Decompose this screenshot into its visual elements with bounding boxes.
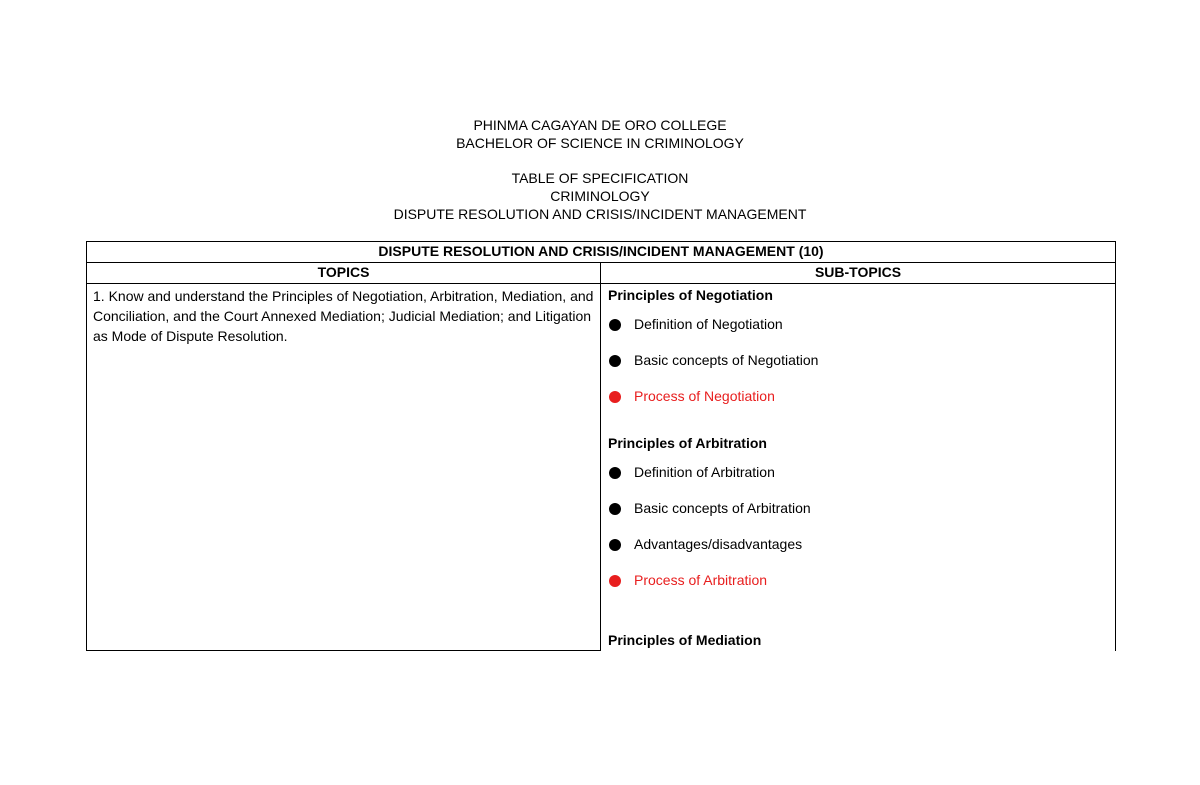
bullet-icon	[609, 391, 621, 403]
subject-name: CRIMINOLOGY	[550, 188, 650, 204]
list-item	[608, 352, 818, 368]
subtopics-column-header: SUB-TOPICS	[601, 263, 1116, 284]
document-title: TABLE OF SPECIFICATION	[511, 170, 689, 186]
subtopic-item-text: Process of Negotiation	[634, 388, 775, 404]
subtopic-group-heading: Principles of Arbitration	[608, 435, 767, 451]
specification-table	[86, 241, 1116, 651]
document-header	[0, 116, 1200, 223]
subtopic-item-text: Advantages/disadvantages	[634, 536, 803, 552]
bullet-icon	[609, 355, 621, 367]
list-item	[608, 388, 775, 404]
bullet-icon	[609, 319, 621, 331]
list-item	[608, 464, 775, 480]
course-name: DISPUTE RESOLUTION AND CRISIS/INCIDENT MANAGEMENT	[393, 206, 807, 222]
topic-cell	[87, 284, 601, 651]
subtopic-item-text: Basic concepts of Negotiation	[634, 352, 819, 368]
table-title: DISPUTE RESOLUTION AND CRISIS/INCIDENT MANAGEMENT (10)	[87, 242, 1116, 263]
bullet-icon	[609, 503, 621, 515]
subtopics-cell	[601, 284, 1116, 651]
bullet-icon	[609, 575, 621, 587]
college-name: PHINMA CAGAYAN DE ORO COLLEGE	[473, 117, 727, 133]
bullet-icon	[609, 539, 621, 551]
subtopic-group-heading: Principles of Negotiation	[608, 287, 773, 303]
subtopic-item-text: Definition of Arbitration	[634, 464, 775, 480]
list-item	[608, 536, 802, 552]
list-item	[608, 316, 783, 332]
subtopic-group-heading: Principles of Mediation	[608, 632, 762, 648]
bullet-icon	[609, 467, 621, 479]
topic-text: 1. Know and understand the Principles of Negotiation, Arbitration, Mediation, and Conciliation, and the Court Annexed Mediation; Judicial Mediation; and Litigation as Mode of Dispute Resolution.	[93, 288, 594, 344]
topics-column-header: TOPICS	[87, 263, 601, 284]
table-title-row	[87, 242, 1116, 263]
header-spacer	[0, 152, 1200, 169]
subtopic-item-text: Definition of Negotiation	[634, 316, 783, 332]
subtopic-item-text: Basic concepts of Arbitration	[634, 500, 811, 516]
table-header-row	[87, 263, 1116, 284]
program-name: BACHELOR OF SCIENCE IN CRIMINOLOGY	[456, 135, 744, 151]
list-item	[608, 500, 811, 516]
subtopic-item-text: Process of Arbitration	[634, 572, 768, 588]
table-row	[87, 284, 1116, 651]
list-item	[608, 572, 767, 588]
